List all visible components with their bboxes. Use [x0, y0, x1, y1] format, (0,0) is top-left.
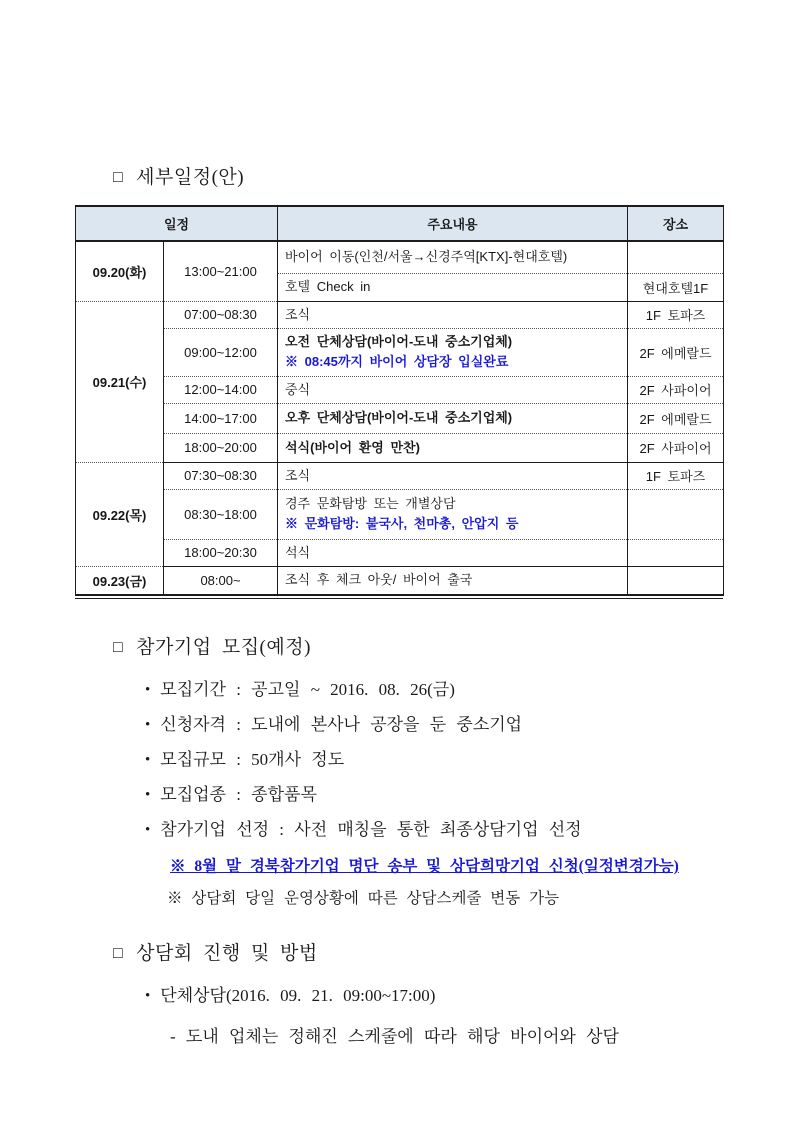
list-item	[145, 979, 763, 1014]
content-cell: 바이어 이동(인천/서울→신경주역[KTX]-현대호텔)	[278, 241, 628, 273]
bullet-text: 모집업종 : 종합품목	[160, 785, 317, 804]
bullet-icon: •	[145, 787, 151, 803]
section-heading-consultation	[113, 938, 763, 965]
table-row	[76, 566, 724, 595]
bullet-text: 모집규모 : 50개사 정도	[160, 750, 345, 769]
content-note-blue: ※ 08:45까지 바이어 상담장 입실완료	[285, 354, 509, 369]
content-cell: 석식(바이어 환영 만찬)	[278, 433, 628, 462]
note-plain: ※ 상담회 당일 운영상황에 따른 상담스케줄 변동 가능	[167, 890, 560, 907]
list-item	[145, 708, 763, 743]
content-note-blue: ※ 문화탐방: 불국사, 천마총, 안압지 등	[285, 516, 519, 531]
bullet-icon: •	[145, 752, 151, 768]
date-cell: 09.20(화)	[76, 241, 164, 301]
square-marker-icon: □	[113, 945, 124, 962]
content-cell: 조식	[278, 462, 628, 489]
schedule-table	[75, 205, 724, 596]
location-cell: 2F 사파이어	[628, 433, 724, 462]
section-heading-recruitment	[113, 632, 763, 659]
content-cell: 호텔 Check in	[278, 273, 628, 301]
bullet-icon: •	[145, 988, 151, 1004]
time-cell: 09:00~12:00	[164, 328, 278, 376]
time-cell: 14:00~17:00	[164, 403, 278, 433]
location-cell: 2F 에메랄드	[628, 403, 724, 433]
table-row	[76, 376, 724, 403]
content-cell	[278, 328, 628, 376]
section1-title: 세부일정(안)	[136, 167, 245, 188]
location-cell: 현대호텔1F	[628, 273, 724, 301]
table-row	[76, 241, 724, 273]
content-cell: 석식	[278, 539, 628, 566]
location-cell	[628, 241, 724, 273]
table-row	[76, 489, 724, 539]
section2-title: 참가기업 모집(예정)	[136, 637, 311, 658]
time-cell: 18:00~20:30	[164, 539, 278, 566]
section-heading-detail-schedule	[113, 162, 244, 189]
content-cell: 조식 후 체크 아웃/ 바이어 출국	[278, 566, 628, 595]
section-participating-companies	[113, 632, 763, 908]
time-cell: 07:00~08:30	[164, 301, 278, 328]
location-cell: 1F 토파즈	[628, 462, 724, 489]
bullet-icon: •	[145, 682, 151, 698]
date-cell: 09.22(목)	[76, 462, 164, 566]
section-consultation-method	[113, 938, 763, 1047]
date-cell: 09.21(수)	[76, 301, 164, 462]
list-item	[145, 813, 763, 848]
bullet-text: 신청자격 : 도내에 본사나 공장을 둔 중소기업	[160, 715, 523, 734]
location-cell	[628, 566, 724, 595]
content-line: 오전 단체상담(바이어-도내 중소기업체)	[285, 334, 513, 349]
consultation-bullet-list	[113, 979, 763, 1014]
table-row	[76, 539, 724, 566]
location-cell: 1F 토파즈	[628, 301, 724, 328]
bullet-icon: •	[145, 822, 151, 838]
location-cell	[628, 489, 724, 539]
bullet-text: 참가기업 선정 : 사전 매칭을 통한 최종상담기업 선정	[160, 820, 582, 839]
square-marker-icon: □	[113, 169, 124, 186]
list-item	[145, 743, 763, 778]
note-blue-underlined: ※ 8월 말 경북참가기업 명단 송부 및 상담희망기업 신청(일정변경가능)	[170, 858, 679, 875]
content-cell: 조식	[278, 301, 628, 328]
content-cell	[278, 489, 628, 539]
time-cell: 12:00~14:00	[164, 376, 278, 403]
schedule-table-container	[75, 205, 723, 599]
recruitment-bullet-list	[113, 673, 763, 848]
section3-title: 상담회 진행 및 방법	[136, 943, 318, 964]
time-cell: 08:30~18:00	[164, 489, 278, 539]
header-schedule: 일정	[76, 206, 278, 241]
table-row	[76, 301, 724, 328]
location-cell: 2F 사파이어	[628, 376, 724, 403]
time-cell: 18:00~20:00	[164, 433, 278, 462]
table-header-row	[76, 206, 724, 241]
table-row	[76, 433, 724, 462]
location-cell: 2F 에메랄드	[628, 328, 724, 376]
list-item	[145, 673, 763, 708]
table-row	[76, 328, 724, 376]
table-row	[76, 403, 724, 433]
date-cell: 09.23(금)	[76, 566, 164, 595]
time-cell: 08:00~	[164, 566, 278, 595]
header-main-content: 주요내용	[278, 206, 628, 241]
bullet-icon: •	[145, 717, 151, 733]
table-row	[76, 462, 724, 489]
list-item	[145, 778, 763, 813]
content-cell: 중식	[278, 376, 628, 403]
time-cell: 13:00~21:00	[164, 241, 278, 301]
location-cell	[628, 539, 724, 566]
bullet-text: 단체상담(2016. 09. 21. 09:00~17:00)	[160, 986, 436, 1005]
sub-dash-line: - 도내 업체는 정해진 스케줄에 따라 해당 바이어와 상담	[170, 1027, 619, 1046]
bullet-text: 모집기간 : 공고일 ~ 2016. 08. 26(금)	[160, 680, 455, 699]
content-line: 경주 문화탐방 또는 개별상담	[285, 496, 456, 511]
header-location: 장소	[628, 206, 724, 241]
content-cell: 오후 단체상담(바이어-도내 중소기업체)	[278, 403, 628, 433]
square-marker-icon: □	[113, 639, 124, 656]
table-outer-bottom-rule	[75, 598, 723, 599]
time-cell: 07:30~08:30	[164, 462, 278, 489]
